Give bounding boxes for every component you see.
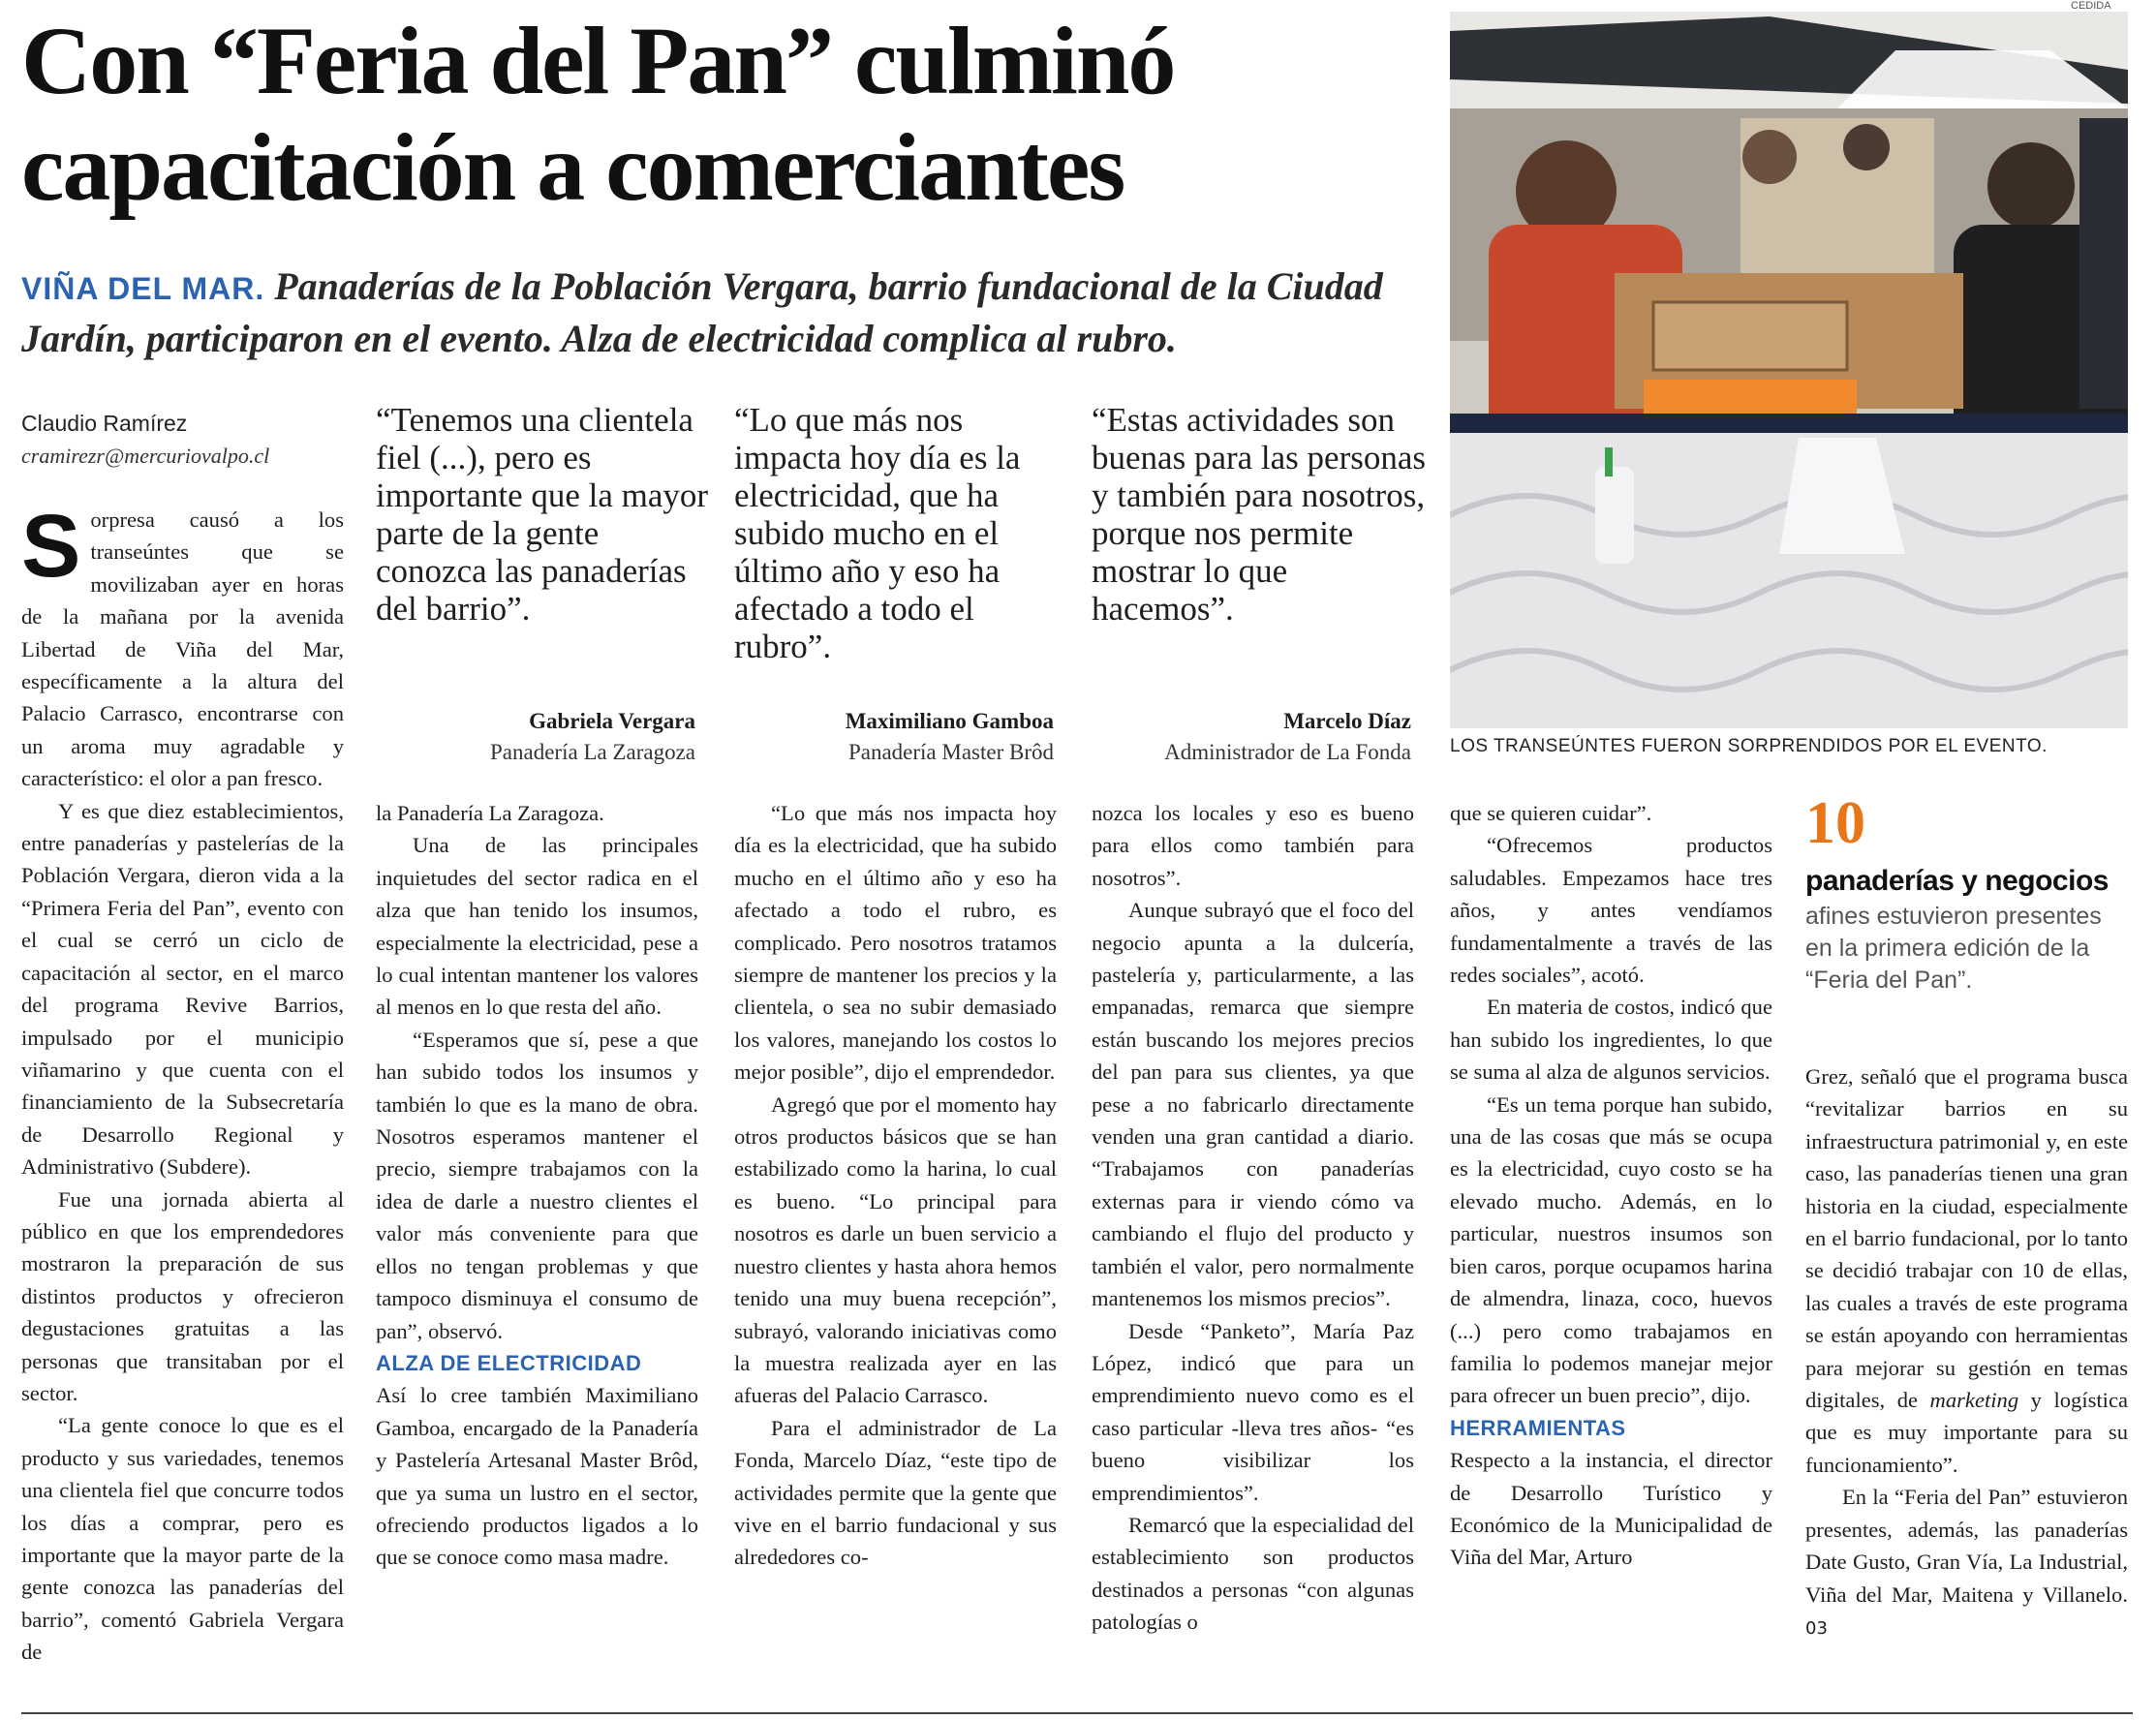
pull-quote-2: “Lo que más nos impacta hoy día es la electricidad, que ha subido mucho en el último año y eso ha afectado a todo el rubro”. [734, 401, 1021, 665]
paragraph: Desde “Panketo”, María Paz López, indicó que para un emprendimiento nuevo como es el caso particular -lleva tres años- “es bueno visibilizar los emprendimientos”. [1092, 1318, 1414, 1505]
quote-2-affiliation: Panadería Master Brôd [847, 740, 1054, 764]
quote-3-name: Marcelo Díaz [1283, 709, 1411, 733]
paragraph: que se quieren cuidar”. [1450, 801, 1652, 825]
paragraph: Para el administrador de La Fonda, Marcelo Díaz, “este tipo de actividades permite que la gente que vive en el barrio fundacional y sus alrededores co- [734, 1415, 1057, 1570]
paragraph: Una de las principales inquietudes del sector radica en el alza que han tenido los insumos, especialmente la electricidad, pese a lo cual intentan mantener los valores al menos en lo que resta del año. [376, 833, 698, 1020]
event-photo-illustration [1450, 12, 2128, 728]
paragraph: Así lo cree también Maximiliano Gamboa, encargado de la Panadería y Pastelería Artesanal Master Brôd, que ya suma un lustro en el sector, ofreciendo productos ligados a lo que se conoce como masa madre. [376, 1383, 698, 1570]
deck-text: Panaderías de la Población Vergara, barrio fundacional de la Ciudad Jardín, participaron en el evento. Alza de electricidad complica al rubro. [21, 264, 1383, 360]
paragraph: Fue una jornada abierta al público en que los emprendedores mostraron la preparación de sus distintos productos y ofrecieron degustaciones gratuitas a las personas que transitaban por el sector. [21, 1186, 344, 1405]
paragraph: Y es que diez establecimientos, entre panaderías y pastelerías de la Población Vergara, dieron vida a la “Primera Feria del Pan”, evento con el cual se cerró un ciclo de capacitación al sector, en el marco del programa Revive Barrios, impulsado por el municipio viñamarino y que cuenta con el financiamiento de la Subsecretaría de Desarrollo Regional y Administrativo (Subdere). [21, 798, 344, 1180]
end-mark: 03 [1805, 1617, 1828, 1639]
subhead-herramientas: HERRAMIENTAS [1450, 1415, 1626, 1440]
body-column-3 [734, 797, 1057, 1574]
deck [21, 261, 1416, 364]
paragraph: Aunque subrayó que el foco del negocio apunta a la dulcería, pastelería y, particularmente, a las empanadas, remarca que siempre están buscando los mejores precios del pan para sus clientes, ya que pese a no fabricarlo directamente venden una gran cantidad a diario. “Trabajamos con panaderías externas para ir viendo cómo va cambiando el flujo del producto y también el valor, pero normalmente mantenemos los mismos precios”. [1092, 898, 1414, 1311]
stat-label: panaderías y negocios [1805, 865, 2109, 897]
paragraph: Respecto a la instancia, el director de Desarrollo Turístico y Económico de la Municipalidad de Viña del Mar, Arturo [1450, 1448, 1772, 1570]
stat-text: afines estuvieron presentes en la primera edición de la “Feria del Pan”. [1805, 903, 2102, 994]
paragraph: Agregó que por el momento hay otros productos básicos que se han estabilizado como la harina, lo cual es bueno. “Lo principal para nosotros es darle un buen servicio a nuestro clientes y hasta ahora hemos tenido una muy buena recepción”, subrayó, valorando iniciativas como la muestra realizada ayer en las afueras del Palacio Carrasco. [734, 1091, 1057, 1408]
paragraph: “Ofrecemos productos saludables. Empezamos hace tres años, y antes vendíamos fundamentalmente a través de las redes sociales”, acotó. [1450, 833, 1772, 988]
body-column-5 [1450, 797, 1772, 1574]
headline: Con “Feria del Pan” culminó capacitación a comerciantes [21, 7, 1175, 221]
byline-email[interactable]: cramirezr@mercuriovalpo.cl [21, 444, 270, 468]
paragraph: “Esperamos que sí, pese a que han subido todos los insumos y también lo que es la mano de obra. Nosotros esperamos mantener el precio, siempre trabajamos con la idea de darle a nuestro clientes el valor más conveniente para que ellos no tengan problemas y que tampoco disminuya el consumo de pan”, observó. [376, 1027, 698, 1343]
quote-1-name: Gabriela Vergara [529, 709, 695, 733]
photo-caption: LOS TRANSEÚNTES FUERON SORPRENDIDOS POR EL EVENTO. [1450, 736, 2048, 756]
byline-author: Claudio Ramírez [21, 411, 188, 436]
event-photo [1450, 12, 2128, 728]
paragraph: Remarcó que la especialidad del establecimiento son productos destinados a personas “con algunas patologías o [1092, 1512, 1414, 1635]
quote-1-affiliation: Panadería La Zaragoza [490, 740, 695, 764]
quote-3-affiliation: Administrador de La Fonda [1164, 740, 1411, 764]
pull-quote-1: “Tenemos una clientela fiel (...), pero es importante que la mayor parte de la gente conozca las panaderías del barrio”. [376, 401, 709, 628]
body-column-6 [1805, 1060, 2128, 1644]
quote-2-name: Maximiliano Gamboa [845, 709, 1054, 733]
paragraph: En la “Feria del Pan” estuvieron presentes, además, las panaderías Date Gusto, Gran Vía, La Industrial, Viña del Mar, Maitena y Villanelo. 03 [1805, 1485, 2128, 1639]
deck-location: VIÑA DEL MAR. [21, 271, 265, 306]
body-column-4 [1092, 797, 1414, 1639]
paragraph: Grez, señaló que el programa busca “revitalizar barrios en su infraestructura patrimonial y, en este caso, las panaderías tienen una gran historia en la ciudad, especialmente en el barrio fundacional, por lo tanto se decidió trabajar con 10 de ellas, las cuales a través de este programa se están apoyando con herramientas para mejorar su gestión en temas digitales, de marketing y logística que es muy importante para su funcionamiento”. [1805, 1064, 2128, 1477]
body-column-1 [21, 497, 344, 1669]
body-column-2 [376, 797, 698, 1574]
bottom-rule [21, 1712, 2133, 1714]
paragraph: En materia de costos, indicó que han subido los ingredientes, lo que se suma al alza de algunos servicios. [1450, 995, 1772, 1085]
paragraph: “La gente conoce lo que es el producto y sus variedades, tenemos una clientela fiel que concurre todos los días a comprar, pero es importante que la mayor parte de la gente conozca las panaderías del barrio”, comentó Gabriela Vergara de [21, 1413, 344, 1665]
paragraph: la Panadería La Zaragoza. [376, 801, 604, 825]
paragraph: nozca los locales y eso es bueno para ellos como también para nosotros”. [1092, 801, 1414, 890]
paragraph: “Es un tema porque han subido, una de las cosas que más se ocupa es la electricidad, cuyo costo se ha elevado mucho. Además, en lo particular, nuestros insumos son bien caros, porque ocupamos harina de almendra, linaza, coco, huevos (...) pero como trabajamos en familia lo podemos manejar mejor para ofrecer un buen precio”, dijo. [1450, 1091, 1772, 1408]
stat-number: 10 [1805, 790, 1865, 856]
drop-cap: S [21, 497, 81, 596]
photo-credit: CEDIDA [2071, 0, 2111, 12]
subhead-electricidad: ALZA DE ELECTRICIDAD [376, 1350, 642, 1375]
paragraph: “Lo que más nos impacta hoy día es la electricidad, que ha subido mucho en el último año y eso ha afectado a todo el rubro, es complicado. Pero nosotros tratamos siempre de mantener los precios y la clientela, o sea no subir demasiado los valores, manejando los costos lo mejor posible”, dijo el emprendedor. [734, 801, 1057, 1085]
pull-quote-3: “Estas actividades son buenas para las personas y también para nosotros, porque nos permite mostrar lo que hacemos”. [1092, 401, 1427, 628]
paragraph: Sorpresa causó a los transeúntes que se movilizaban ayer en horas de la mañana por la avenida Libertad de Viña del Mar, específicamente a la altura del Palacio Carrasco, encontrarse con un aroma muy agradable y característico: el olor a pan fresco. [21, 497, 344, 791]
